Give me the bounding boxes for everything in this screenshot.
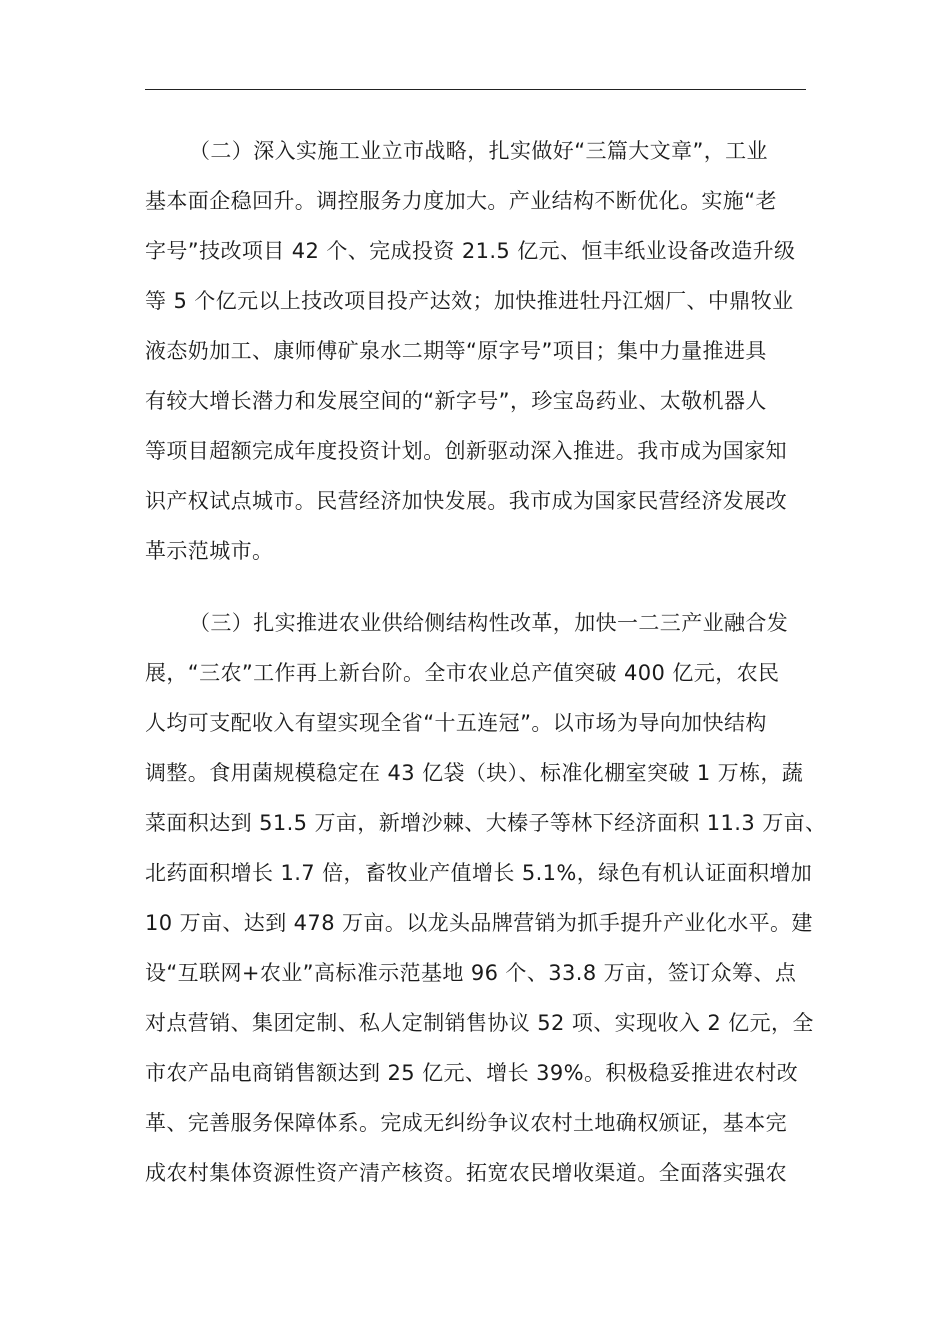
text-line: 革、完善服务保障体系。完成无纠纷争议农村土地确权颁证，基本完: [145, 1111, 787, 1135]
header-rule: [145, 89, 806, 90]
text-line: 展，“三农”工作再上新台阶。全市农业总产值突破 400 亿元，农民: [145, 661, 780, 685]
text-line: 人均可支配收入有望实现全省“十五连冠”。以市场为导向加快结构: [145, 711, 767, 735]
text-line: 对点营销、集团定制、私人定制销售协议 52 项、实现收入 2 亿元，全: [145, 1011, 814, 1035]
paragraph-spacer: [145, 576, 806, 598]
text-line: 市农产品电商销售额达到 25 亿元、增长 39%。积极稳妥推进农村改: [145, 1061, 799, 1085]
text-line: 成农村集体资源性资产清产核资。拓宽农民增收渠道。全面落实强农: [145, 1161, 787, 1185]
text-line: 基本面企稳回升。调控服务力度加大。产业结构不断优化。实施“老: [145, 189, 777, 213]
text-line: 设“互联网+农业”高标准示范基地 96 个、33.8 万亩，签订众筹、点: [145, 961, 797, 985]
text-line: （三）扎实推进农业供给侧结构性改革，加快一二三产业融合发: [189, 611, 789, 635]
text-line: 有较大增长潜力和发展空间的“新字号”，珍宝岛药业、太敬机器人: [145, 389, 767, 413]
text-line: 等项目超额完成年度投资计划。创新驱动深入推进。我市成为国家知: [145, 439, 787, 463]
text-line: 10 万亩、达到 478 万亩。以龙头品牌营销为抓手提升产业化水平。建: [145, 911, 813, 935]
text-line: 等 5 个亿元以上技改项目投产达效；加快推进牡丹江烟厂、中鼎牧业: [145, 289, 794, 313]
paragraph-industry: [145, 126, 806, 576]
text-line: 字号”技改项目 42 个、完成投资 21.5 亿元、恒丰纸业设备改造升级: [145, 239, 796, 263]
document-body: [145, 126, 827, 1198]
text-line: 液态奶加工、康师傅矿泉水二期等“原字号”项目；集中力量推进具: [145, 339, 767, 363]
text-line: 调整。食用菌规模稳定在 43 亿袋（块）、标准化棚室突破 1 万栋，蔬: [145, 761, 804, 785]
text-line: 识产权试点城市。民营经济加快发展。我市成为国家民营经济发展改: [145, 489, 787, 513]
text-line: 北药面积增长 1.7 倍，畜牧业产值增长 5.1%，绿色有机认证面积增加: [145, 861, 813, 885]
text-line: 革示范城市。: [145, 539, 274, 563]
paragraph-agriculture: [145, 598, 827, 1198]
text-line: 菜面积达到 51.5 万亩，新增沙棘、大榛子等林下经济面积 11.3 万亩、: [145, 811, 827, 835]
text-line: （二）深入实施工业立市战略，扎实做好“三篇大文章”，工业: [189, 139, 768, 163]
